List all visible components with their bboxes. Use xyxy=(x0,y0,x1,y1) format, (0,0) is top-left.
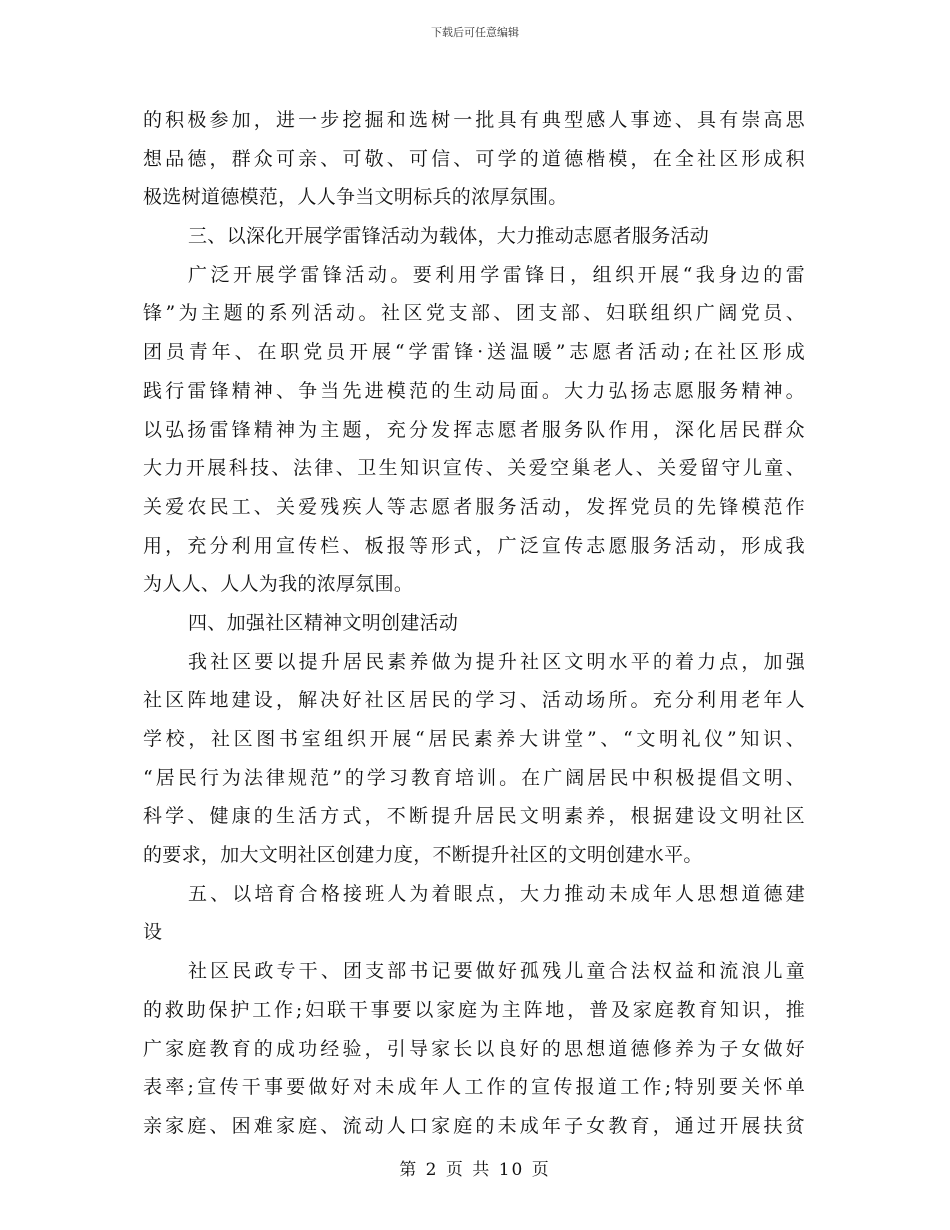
body-line: 的救助保护工作;妇联干事要以家庭为主阵地，普及家庭教育知识，推 xyxy=(143,998,805,1021)
body-line: 关爱农民工、关爱残疾人等志愿者服务活动，发挥党员的先锋模范作 xyxy=(143,495,805,518)
body-line: 广泛开展学雷锋活动。要利用学雷锋日，组织开展“我身边的雷 xyxy=(188,263,805,286)
body-line: 大力开展科技、法律、卫生知识宣传、关爱空巢老人、关爱留守儿童、 xyxy=(143,457,805,480)
body-line: 极选树道德模范，人人争当文明标兵的浓厚氛围。 xyxy=(143,186,568,209)
body-line: 想品德，群众可亲、可敬、可信、可学的道德楷模，在全社区形成积 xyxy=(143,147,805,170)
body-line: 社区民政专干、团支部书记要做好孤残儿童合法权益和流浪儿童 xyxy=(188,960,805,983)
body-line: 表率;宣传干事要做好对未成年人工作的宣传报道工作;特别要关怀单 xyxy=(143,1076,805,1099)
body-line: 我社区要以提升居民素养做为提升社区文明水平的着力点，加强 xyxy=(188,650,805,673)
body-line: 为人人、人人为我的浓厚氛围。 xyxy=(143,573,414,596)
body-line: 的要求，加大文明社区创建力度，不断提升社区的文明创建水平。 xyxy=(143,844,703,867)
section-heading-5-cont: 设 xyxy=(143,921,163,944)
body-line: 用，充分利用宣传栏、板报等形式，广泛宣传志愿服务活动，形成我 xyxy=(143,534,805,557)
body-line: 团员青年、在职党员开展“学雷锋·送温暖”志愿者活动;在社区形成 xyxy=(143,341,805,364)
body-line: “居民行为法律规范”的学习教育培训。在广阔居民中积极提倡文明、 xyxy=(143,766,805,789)
body-line: 社区阵地建设，解决好社区居民的学习、活动场所。充分利用老年人 xyxy=(143,689,805,712)
body-line: 的积极参加，进一步挖掘和选树一批具有典型感人事迹、具有崇高思 xyxy=(143,109,805,131)
body-line: 以弘扬雷锋精神为主题，充分发挥志愿者服务队作用，深化居民群众 xyxy=(143,418,805,441)
document-body xyxy=(143,101,805,1146)
section-heading-3: 三、以深化开展学雷锋活动为载体，大力推动志愿者服务活动 xyxy=(188,225,710,248)
section-heading-4: 四、加强社区精神文明创建活动 xyxy=(188,611,459,634)
body-line: 科学、健康的生活方式，不断提升居民文明素养，根据建设文明社区 xyxy=(143,805,805,828)
body-line: 广家庭教育的成功经验，引导家长以良好的思想道德修养为子女做好 xyxy=(143,1037,805,1060)
page-header: 下载后可任意编辑 xyxy=(431,26,519,39)
body-line: 学校，社区图书室组织开展“居民素养大讲堂”、“文明礼仪”知识、 xyxy=(143,728,805,750)
section-heading-5: 五、以培育合格接班人为着眼点，大力推动未成年人思想道德建 xyxy=(188,882,805,905)
body-line: 亲家庭、困难家庭、流动人口家庭的未成年子女教育，通过开展扶贫 xyxy=(143,1114,805,1137)
body-line: 锋”为主题的系列活动。社区党支部、团支部、妇联组织广阔党员、 xyxy=(143,302,805,325)
body-line: 践行雷锋精神、争当先进模范的生动局面。大力弘扬志愿服务精神。 xyxy=(143,379,805,402)
page-footer: 第 2 页 共 10 页 xyxy=(399,1160,551,1180)
